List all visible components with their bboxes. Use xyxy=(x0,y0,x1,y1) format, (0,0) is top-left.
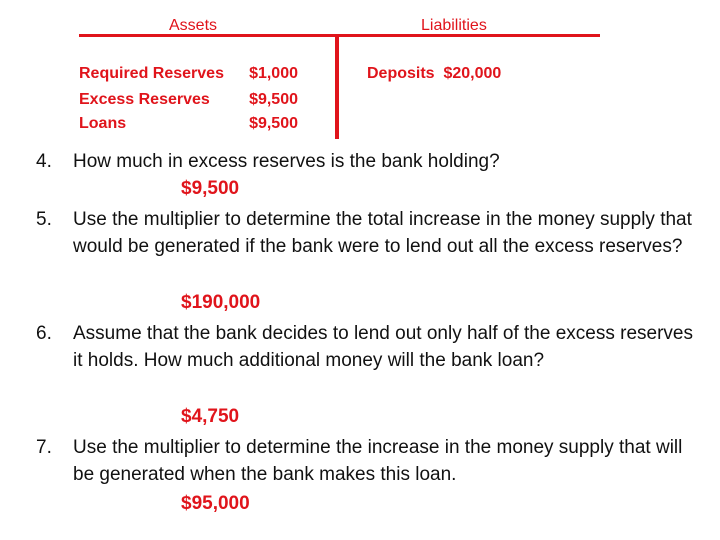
t-account-vertical-rule xyxy=(335,35,339,139)
question-4 xyxy=(36,148,696,175)
assets-header: Assets xyxy=(169,17,218,34)
question-number: 4. xyxy=(36,151,52,172)
question-number: 7. xyxy=(36,437,52,458)
question-text: Assume that the bank decides to lend out only half of the excess reserves it holds. How much additional money will the bank loan? xyxy=(73,323,693,371)
question-text: Use the multiplier to determine the increase in the money supply that will be generated when the bank makes this loan. xyxy=(73,437,683,485)
liability-amount: $20,000 xyxy=(443,65,502,82)
question-text: Use the multiplier to determine the total increase in the money supply that would be generated if the bank were to lend out all the excess reserves? xyxy=(73,209,692,257)
asset-amount: $1,000 xyxy=(249,65,298,82)
question-number: 6. xyxy=(36,323,52,344)
question-number: 5. xyxy=(36,209,52,230)
asset-amount: $9,500 xyxy=(249,115,298,132)
t-account-horizontal-rule xyxy=(79,34,600,37)
question-7 xyxy=(36,434,696,488)
question-6 xyxy=(36,320,696,374)
asset-label: Required Reserves xyxy=(79,65,224,82)
liability-label: Deposits xyxy=(367,65,435,82)
answer-5: $190,000 xyxy=(181,292,261,313)
liability-row-deposits xyxy=(367,64,501,84)
asset-amount: $9,500 xyxy=(249,91,298,108)
answer-7: $95,000 xyxy=(181,493,250,514)
question-5 xyxy=(36,206,696,260)
liabilities-header: Liabilities xyxy=(421,17,487,34)
asset-label: Loans xyxy=(79,115,127,132)
asset-label: Excess Reserves xyxy=(79,91,210,108)
t-account xyxy=(0,0,720,150)
question-text: How much in excess reserves is the bank holding? xyxy=(73,151,500,172)
answer-4: $9,500 xyxy=(181,178,240,199)
answer-6: $4,750 xyxy=(181,406,240,427)
